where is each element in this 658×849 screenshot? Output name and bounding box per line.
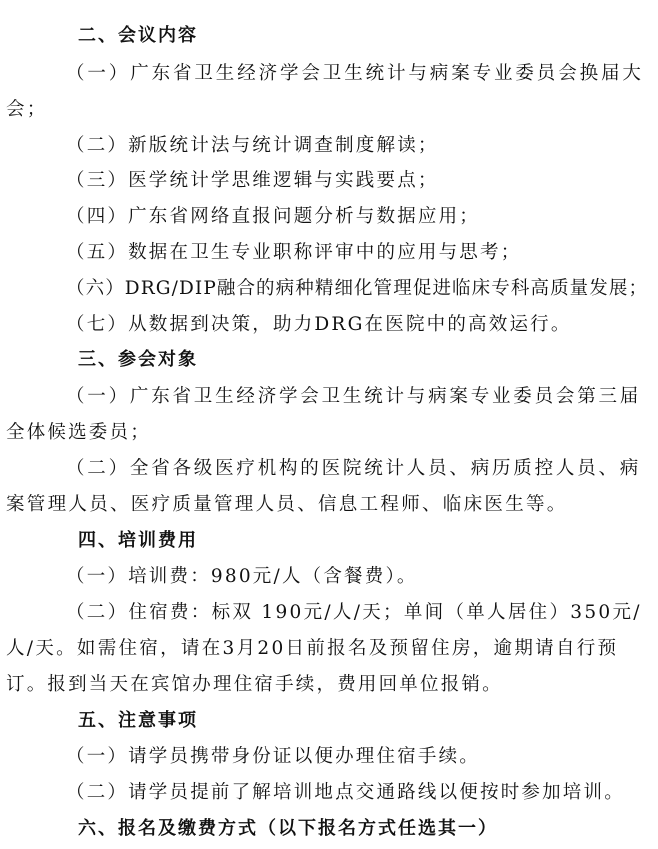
fees-item-2-line-2: 人/天。如需住宿，请在3月20日前报名及预留住房，逾期请自行预: [6, 638, 619, 659]
meeting-item-1-line-2: 会；: [6, 99, 48, 120]
fees-item-2-line-3: 订。报到当天在宾馆办理住宿手续，费用回单位报销。: [6, 674, 503, 695]
meeting-item-7: （七）从数据到决策，助力DRG在医院中的高效运行。: [66, 314, 572, 335]
meeting-item-4: （四）广东省网络直报问题分析与数据应用；: [66, 206, 481, 227]
participants-item-2-line-2: 案管理人员、医疗质量管理人员、信息工程师、临床医生等。: [6, 494, 568, 515]
meeting-item-2: （二）新版统计法与统计调查制度解读；: [66, 135, 439, 156]
meeting-item-3: （三）医学统计学思维逻辑与实践要点；: [66, 170, 439, 191]
section-heading-notes: 五、注意事项: [78, 710, 198, 731]
fees-item-2-line-1: （二）住宿费：标双 190元/人/天；单间（单人居住）350元/: [66, 602, 642, 623]
participants-item-1-line-2: 全体候选委员；: [6, 422, 151, 443]
participants-item-1-line-1: （一）广东省卫生经济学会卫生统计与病案专业委员会第三届: [66, 386, 642, 407]
section-heading-training-fees: 四、培训费用: [78, 530, 198, 551]
fees-item-1: （一）培训费：980元/人（含餐费）。: [66, 566, 418, 587]
meeting-item-6: （六）DRG/DIP融合的病种精细化管理促进临床专科高质量发展；: [66, 278, 649, 299]
notes-item-1: （一）请学员携带身份证以便办理住宿手续。: [66, 746, 481, 767]
section-heading-participants: 三、参会对象: [78, 349, 198, 370]
participants-item-2-line-1: （二）全省各级医疗机构的医院统计人员、病历质控人员、病: [66, 458, 642, 479]
meeting-item-1-line-1: （一）广东省卫生经济学会卫生统计与病案专业委员会换届大: [66, 63, 644, 84]
section-heading-registration: 六、报名及缴费方式（以下报名方式任选其一）: [78, 818, 498, 839]
meeting-item-5: （五）数据在卫生专业职称评审中的应用与思考；: [66, 242, 522, 263]
notes-item-2: （二）请学员提前了解培训地点交通路线以便按时参加培训。: [66, 782, 625, 803]
section-heading-meeting-content: 二、会议内容: [78, 25, 198, 46]
